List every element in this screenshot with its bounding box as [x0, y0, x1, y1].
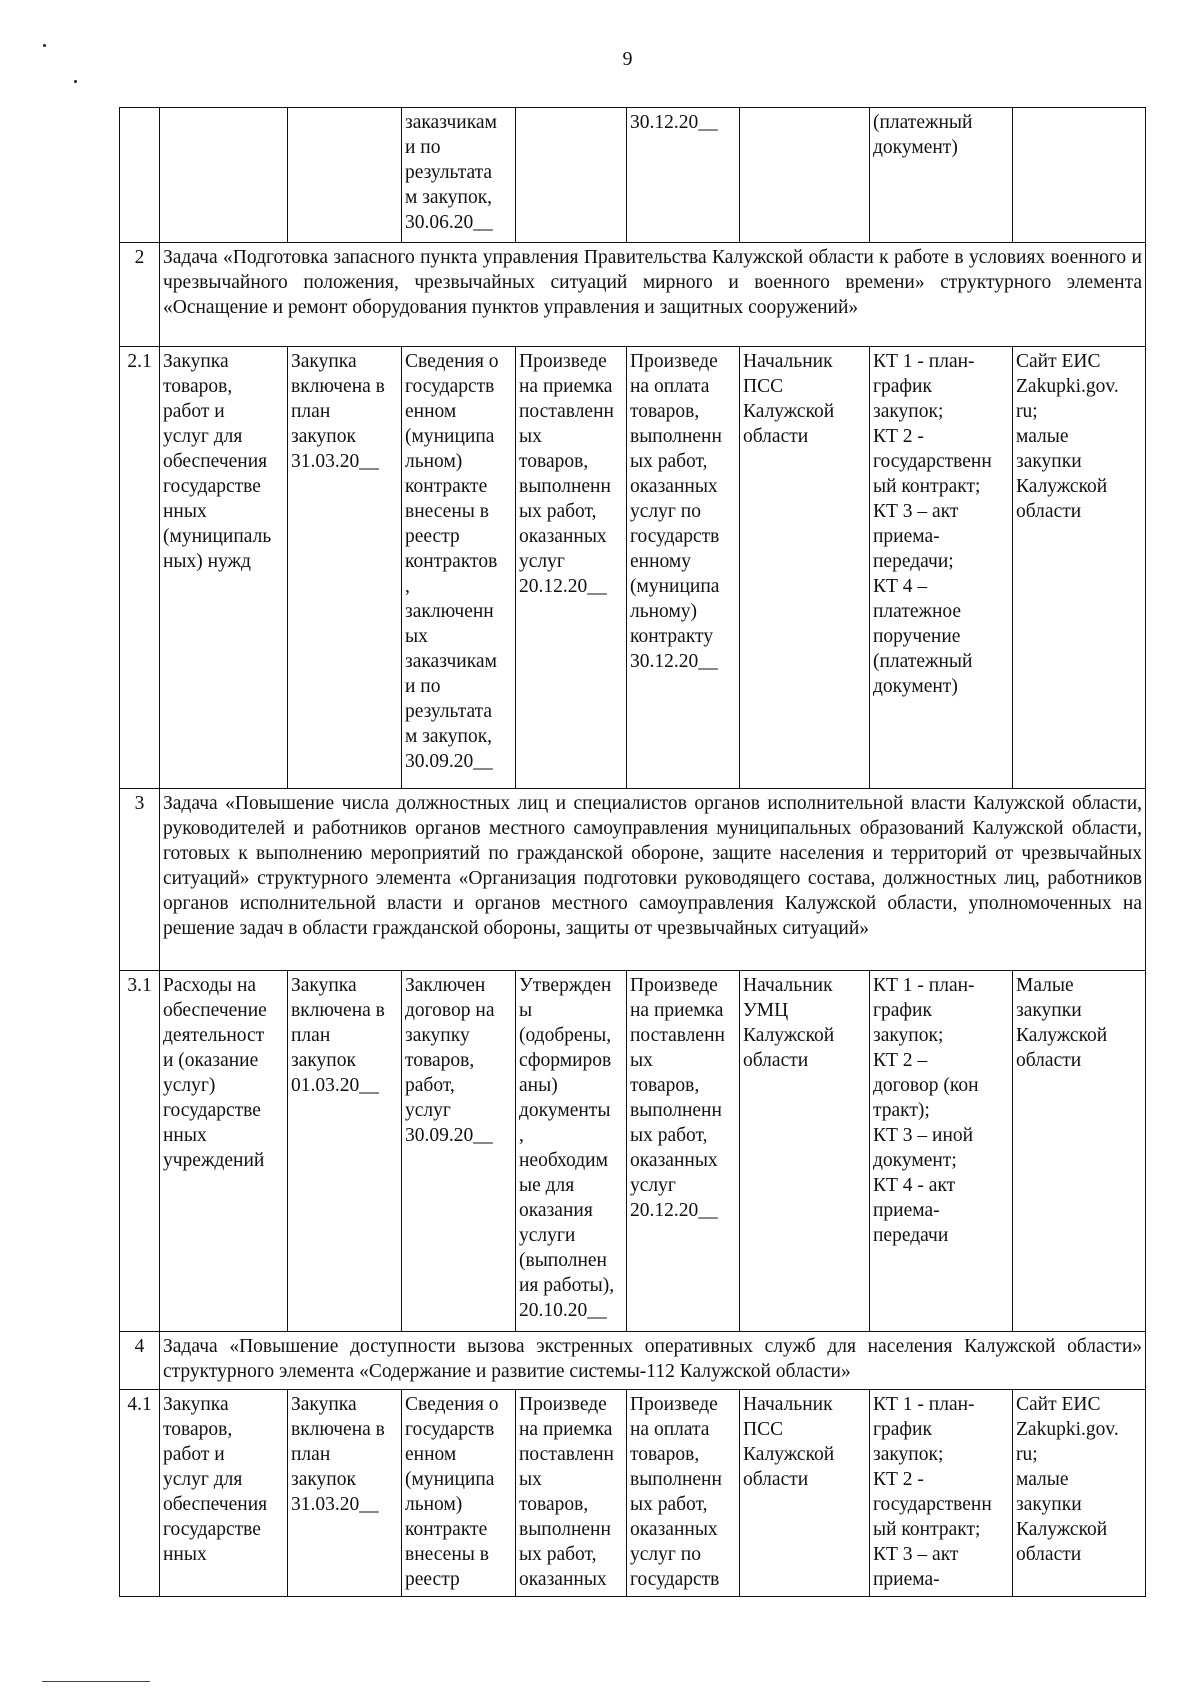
task-row	[120, 789, 1146, 971]
table-cell	[160, 108, 288, 243]
event-name: Закупка товаров, работ и услуг для обеспечения государстве нных (муниципаль ных) нужд	[160, 347, 288, 789]
table-cell	[1013, 108, 1146, 243]
table-cell: (платежный документ)	[870, 108, 1013, 243]
row-number: 3	[120, 789, 160, 971]
control-point-2: Сведения о государств енном (муниципа льном) контракте внесены в реестр контрактов , заключенн ых заказчикам и по результата м закупок, 30.09.20__	[402, 347, 516, 789]
control-point-3: Утвержден ы (одобрены, сформиров аны) документы , необходим ые для оказания услуги (выполнен ия работы), 20.10.20__	[516, 971, 627, 1332]
info-system: Малые закупки Калужской области	[1013, 971, 1146, 1332]
control-point-1: Закупка включена в план закупок 31.03.20__	[288, 1390, 402, 1597]
control-point-2: Заключен договор на закупку товаров, работ, услуг 30.09.20__	[402, 971, 516, 1332]
table-cell: 30.12.20__	[627, 108, 740, 243]
control-point-3: Произведе на приемка поставленн ых товаров, выполненн ых работ, оказанных услуг 20.12.20__	[516, 347, 627, 789]
row-number: 4.1	[120, 1390, 160, 1597]
document-type: КТ 1 - план- график закупок; КТ 2 - государственн ый контракт; КТ 3 – акт приема-	[870, 1390, 1013, 1597]
table-cell	[740, 108, 870, 243]
control-point-1: Закупка включена в план закупок 31.03.20__	[288, 347, 402, 789]
responsible: Начальник УМЦ Калужской области	[740, 971, 870, 1332]
responsible: Начальник ПСС Калужской области	[740, 1390, 870, 1597]
table-row	[120, 971, 1146, 1332]
responsible: Начальник ПСС Калужской области	[740, 347, 870, 789]
document-type: КТ 1 - план- график закупок; КТ 2 – договор (кон тракт); КТ 3 – иной документ; КТ 4 - акт приема- передачи	[870, 971, 1013, 1332]
page-number: 9	[622, 48, 633, 70]
task-description: Задача «Повышение доступности вызова экстренных оперативных служб для населения Калужской области» структурного элемента «Содержание и развитие системы-112 Калужской области»	[160, 1332, 1146, 1390]
row-number	[120, 108, 160, 243]
table-row	[120, 347, 1146, 789]
control-point-4: Произведе на оплата товаров, выполненн ых работ, оказанных услуг по государств енному (муниципа льному) контракту 30.12.20__	[627, 347, 740, 789]
control-point-1: Закупка включена в план закупок 01.03.20__	[288, 971, 402, 1332]
task-row	[120, 1332, 1146, 1390]
task-description: Задача «Повышение числа должностных лиц и специалистов органов исполнительной власти Калужской области, руководителей и работников органов местного самоуправления муниципальных образований Калужской области, готовых к выполнению мероприятий по гражданской обороне, защите населения и территорий от чрезвычайных ситуаций» структурного элемента «Организация подготовки руководящего состава, должностных лиц, работников органов исполнительной власти и органов местного самоуправления Калужской области, уполномоченных на решение задач в области гражданской обороны, защиты от чрезвычайных ситуаций»	[160, 789, 1146, 971]
task-description: Задача «Подготовка запасного пункта управления Правительства Калужской области к работе в условиях военного и чрезвычайного положения, чрезвычайных ситуаций мирного и военного времени» структурного элемента «Оснащение и ремонт оборудования пунктов управления и защитных сооружений»	[160, 243, 1146, 347]
row-number: 3.1	[120, 971, 160, 1332]
row-number: 2.1	[120, 347, 160, 789]
row-number: 2	[120, 243, 160, 347]
table-cell	[516, 108, 627, 243]
event-name: Закупка товаров, работ и услуг для обеспечения государстве нных	[160, 1390, 288, 1597]
plan-table	[119, 107, 1146, 1597]
scan-edge-line	[42, 1681, 150, 1682]
scan-dot	[74, 80, 77, 83]
document-type: КТ 1 - план- график закупок; КТ 2 - государственн ый контракт; КТ 3 – акт приема- передачи; КТ 4 – платежное поручение (платежный документ)	[870, 347, 1013, 789]
info-system: Сайт ЕИС Zakupki.gov. ru; малые закупки Калужской области	[1013, 347, 1146, 789]
event-name: Расходы на обеспечение деятельност и (оказание услуг) государстве нных учреждений	[160, 971, 288, 1332]
scan-dot	[43, 44, 46, 47]
info-system: Сайт ЕИС Zakupki.gov. ru; малые закупки Калужской области	[1013, 1390, 1146, 1597]
table-cell	[288, 108, 402, 243]
control-point-4: Произведе на приемка поставленн ых товаров, выполненн ых работ, оказанных услуг 20.12.20__	[627, 971, 740, 1332]
task-row	[120, 243, 1146, 347]
control-point-4: Произведе на оплата товаров, выполненн ых работ, оказанных услуг по государств	[627, 1390, 740, 1597]
table-row	[120, 1390, 1146, 1597]
table-cell: заказчикам и по результата м закупок, 30.06.20__	[402, 108, 516, 243]
row-number: 4	[120, 1332, 160, 1390]
table-row	[120, 108, 1146, 243]
control-point-2: Сведения о государств енном (муниципа льном) контракте внесены в реестр	[402, 1390, 516, 1597]
control-point-3: Произведе на приемка поставленн ых товаров, выполненн ых работ, оказанных	[516, 1390, 627, 1597]
